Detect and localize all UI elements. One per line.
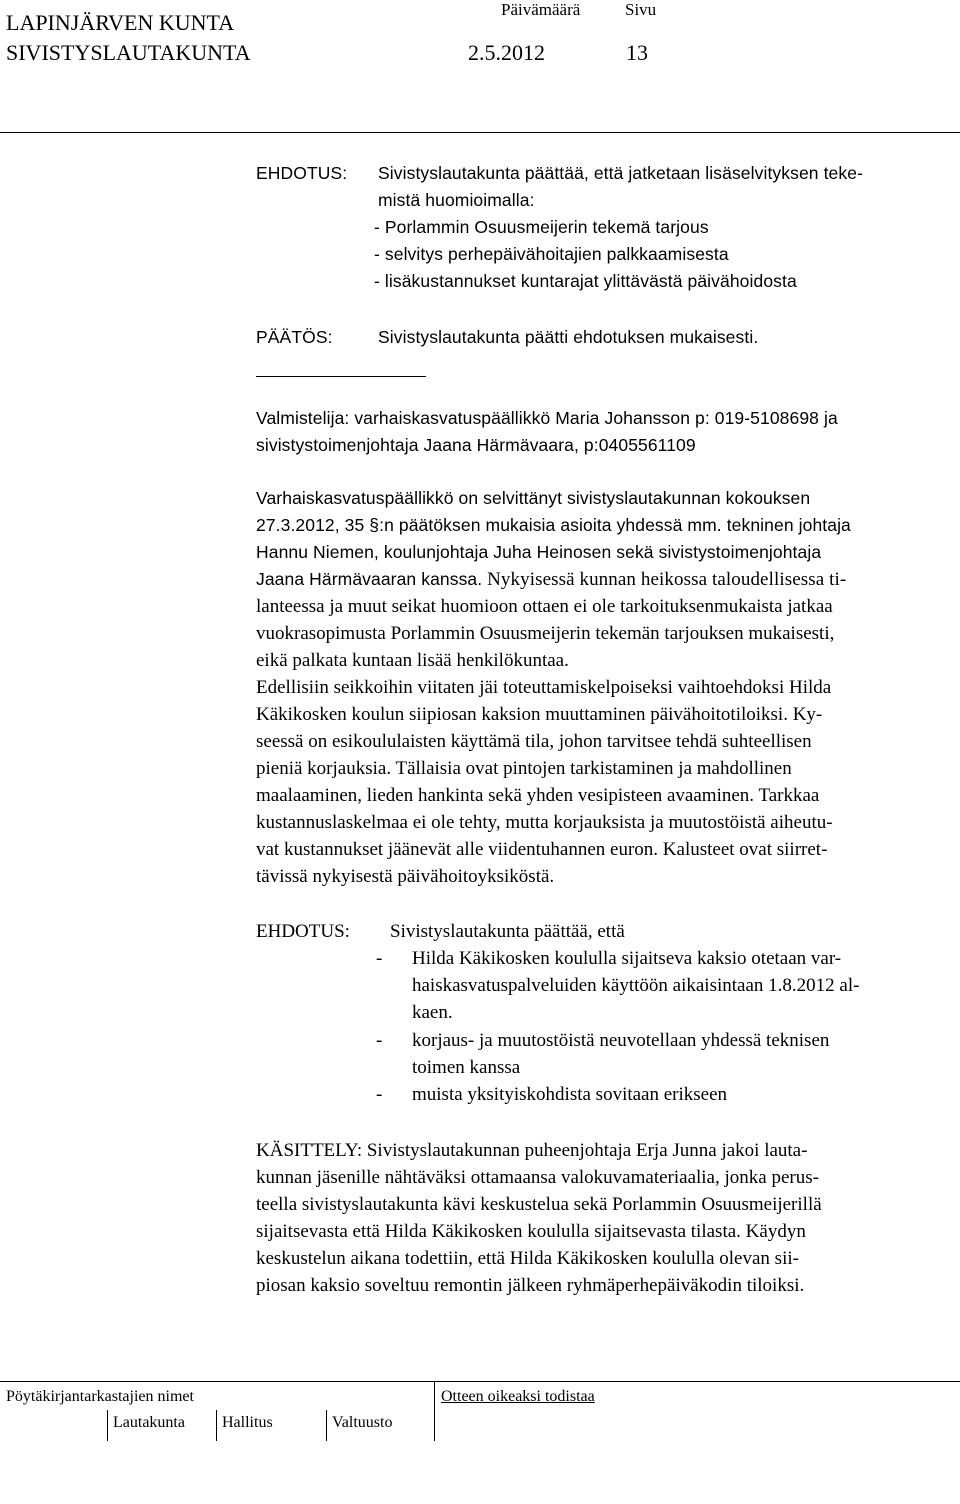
footer-certified-label: Otteen oikeaksi todistaa <box>441 1388 595 1405</box>
valmistelija-line: sivistystoimenjohtaja Jaana Härmävaara, p:0405561109 <box>256 435 696 455</box>
kasittely-line: sijaitsevasta että Hilda Käkikosken koululla sijaitsevasta tilasta. Käydyn <box>256 1221 806 1242</box>
body-line: Hannu Niemen, koulunjohtaja Juha Heinosen sekä sivistystoimenjohtaja <box>256 542 822 562</box>
body-line: eikä palkata kuntaan lisää henkilökuntaa. <box>256 650 569 671</box>
date-label: Päivämäärä <box>501 0 581 19</box>
kasittely-line: keskustelun aikana todettiin, että Hilda Käkikosken koululla olevan sii- <box>256 1248 799 1269</box>
bullet-dash: - <box>376 948 383 969</box>
bullet-item <box>412 945 859 1026</box>
bullet-line: haiskasvatuspalveluiden käyttöön aikaisintaan 1.8.2012 al- <box>412 975 860 996</box>
body-line: Edellisiin seikkoihin viitaten jäi toteuttamiskelpoiseksi vaihtoehdoksi Hilda <box>256 677 832 698</box>
page-label: Sivu <box>625 0 657 19</box>
body-line: vuokrasopimusta Porlammin Osuusmeijerin tekemän tarjouksen mukaisesti, <box>256 623 835 644</box>
municipality-name: LAPINJÄRVEN KUNTA <box>6 10 235 35</box>
ehdotus-line: mistä huomioimalla: <box>378 190 535 210</box>
paatos-text: Sivistyslautakunta päätti ehdotuksen mukaisesti. <box>378 327 759 347</box>
kasittely-line: teella sivistyslautakunta kävi keskustelua sekä Porlammin Osuusmeijerillä <box>256 1194 822 1215</box>
valmistelija-line: Valmistelija: varhaiskasvatuspäällikkö Maria Johansson p: 019-5108698 ja <box>256 408 838 428</box>
body-line-serif-part: Nykyisessä kunnan heikossa taloudellisessa ti- <box>482 569 847 590</box>
footer-hallitus: Hallitus <box>222 1414 273 1431</box>
footer-lautakunta: Lautakunta <box>113 1414 185 1431</box>
ehdotus-text <box>374 160 863 295</box>
section-divider <box>256 376 426 377</box>
meeting-date: 2.5.2012 <box>468 40 545 65</box>
body-line: Käkikosken koulun siipiosan kaksion muuttaminen päivähoitotiloiksi. Ky- <box>256 704 823 725</box>
ehdotus-item: - Porlammin Osuusmeijerin tekemä tarjous <box>374 217 709 237</box>
bullet-item <box>412 1081 727 1108</box>
bullet-line: toimen kanssa <box>412 1057 521 1078</box>
body-line: tävissä nykyisestä päivähoitoyksiköstä. <box>256 866 555 887</box>
footer-cell-divider <box>326 1410 327 1441</box>
valmistelija <box>256 405 838 459</box>
kasittely-line: kunnan jäsenille nähtäväksi ottamaansa valokuvamateriaalia, jonka perus- <box>256 1167 819 1188</box>
footer-cell-divider <box>216 1410 217 1441</box>
kasittely-line: piosan kaksio soveltuu remontin jälkeen ryhmäperhepäiväkodin tiloiksi. <box>256 1275 805 1296</box>
bullet-line: Hilda Käkikosken koululla sijaitseva kaksio otetaan var- <box>412 948 842 969</box>
body-line: kustannuslaskelmaa ei ole tehty, mutta korjauksista ja muutostöistä aiheutu- <box>256 812 833 833</box>
kasittely-line: KÄSITTELY: Sivistyslautakunnan puheenjohtaja Erja Junna jakoi lauta- <box>256 1140 808 1161</box>
bullet-item <box>412 1027 829 1081</box>
bullet-dash: - <box>376 1030 383 1051</box>
footer-top-rule <box>0 1381 960 1382</box>
footer-checkers-label: Pöytäkirjantarkastajien nimet <box>6 1388 194 1405</box>
paatos-label: PÄÄTÖS: <box>256 327 333 347</box>
body-line: seessä on esikoululaisten käyttämä tila, johon tarvitsee tehdä suhteellisen <box>256 731 812 752</box>
kasittely-paragraph <box>256 1137 822 1299</box>
body-line: pieniä korjauksia. Tällaisia ovat pintojen tarkistaminen ja mahdollinen <box>256 758 792 779</box>
body-line: 27.3.2012, 35 §:n päätöksen mukaisia asioita yhdessä mm. tekninen johtaja <box>256 515 851 535</box>
body-line-sans-part: Jaana Härmävaaran kanssa. <box>256 569 483 589</box>
footer-cell-divider <box>107 1410 108 1441</box>
footer-valtuusto: Valtuusto <box>332 1414 393 1431</box>
body-line: Varhaiskasvatuspäällikkö on selvittänyt sivistyslautakunnan kokouksen <box>256 488 811 508</box>
body-line-mixed <box>256 566 851 593</box>
body-paragraph-serif <box>256 593 834 890</box>
ehdotus-line: Sivistyslautakunta päättää, että jatketaan lisäselvityksen teke- <box>378 163 863 183</box>
page-number: 13 <box>626 40 648 65</box>
ehdotus2-intro: Sivistyslautakunta päättää, että <box>390 921 625 942</box>
ehdotus-item: - lisäkustannukset kuntarajat ylittävästä päivähoidosta <box>374 271 797 291</box>
footer-column-divider <box>434 1381 435 1441</box>
ehdotus-label: EHDOTUS: <box>256 163 348 183</box>
body-line: vat kustannukset jäänevät alle viidentuhannen euron. Kalusteet ovat siirret- <box>256 839 828 860</box>
header-divider <box>0 132 960 133</box>
ehdotus-item: - selvitys perhepäivähoitajien palkkaamisesta <box>374 244 729 264</box>
body-line: lanteessa ja muut seikat huomioon ottaen ei ole tarkoituksenmukaista jatkaa <box>256 596 833 617</box>
body-line: maalaaminen, lieden hankinta sekä yhden vesipisteen avaaminen. Tarkkaa <box>256 785 820 806</box>
bullet-line: kaen. <box>412 1002 453 1023</box>
body-paragraph-sans <box>256 485 851 593</box>
bullet-dash: - <box>376 1084 383 1105</box>
bullet-line: korjaus- ja muutostöistä neuvotellaan yhdessä teknisen <box>412 1030 830 1051</box>
board-name: SIVISTYSLAUTAKUNTA <box>6 40 251 65</box>
ehdotus2-label: EHDOTUS: <box>256 921 350 942</box>
bullet-line: muista yksityiskohdista sovitaan erikseen <box>412 1084 728 1105</box>
